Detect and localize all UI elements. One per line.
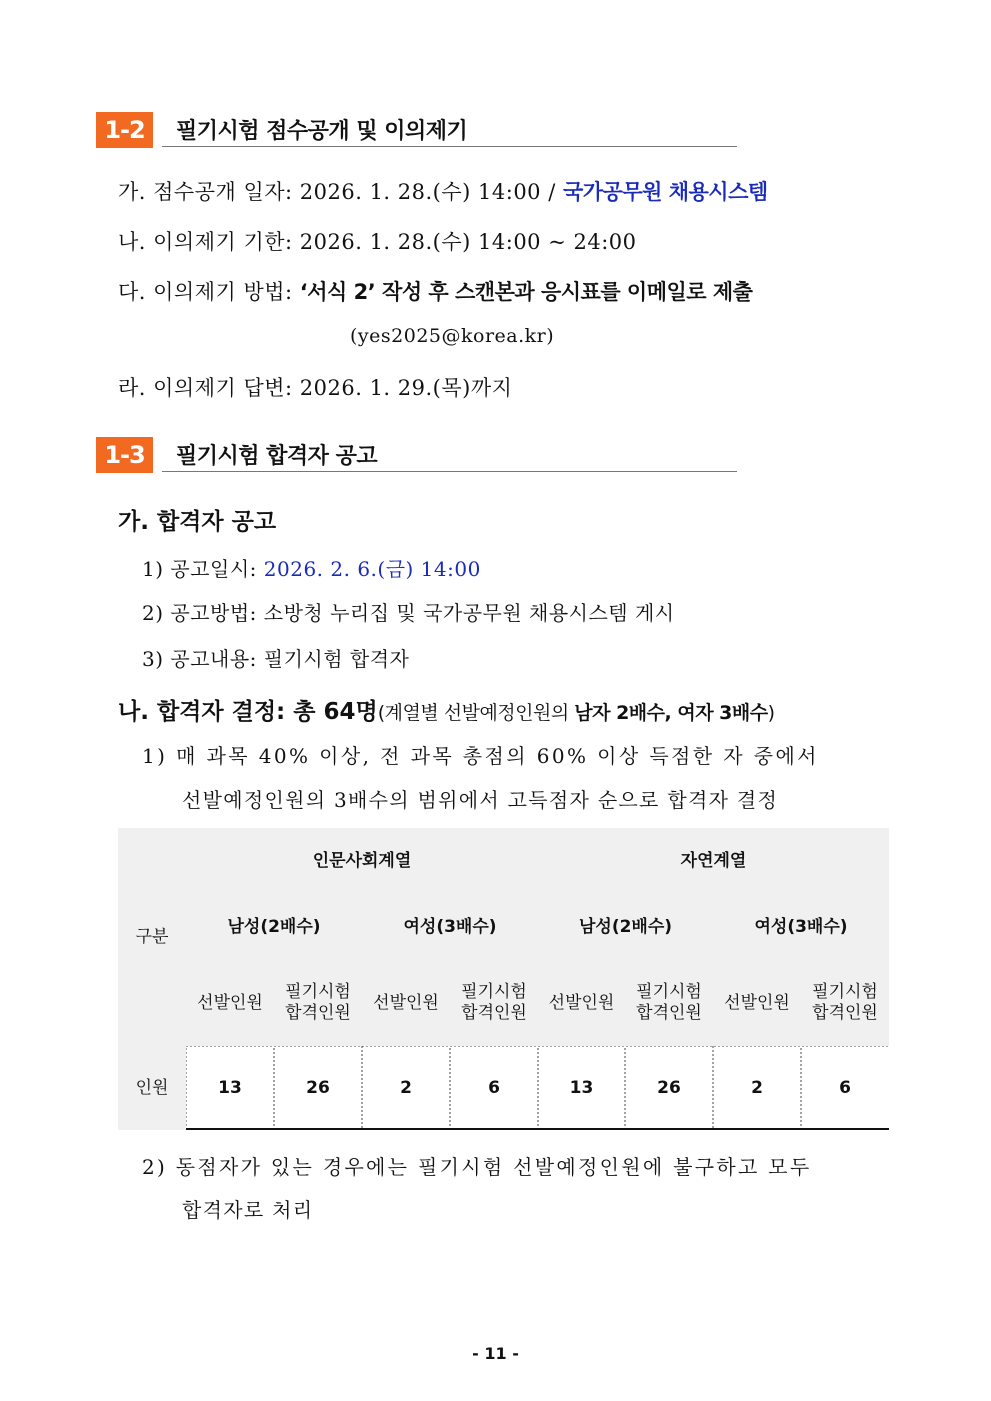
table-cell: 13 xyxy=(218,1077,242,1098)
row-label-count: 인원 xyxy=(118,1046,186,1130)
table-cell: 2 xyxy=(751,1077,763,1098)
announce-datetime-value: 2026. 2. 6.(금) 14:00 xyxy=(263,557,481,581)
table-corner-label: 구분 xyxy=(118,828,186,1046)
item-da-method: ‘서식 2’ 작성 후 스캔본과 응시표를 이메일로 제출 xyxy=(299,280,753,304)
section-number: 1-3 xyxy=(96,437,153,473)
table-cell: 26 xyxy=(306,1077,330,1098)
table-cell: 6 xyxy=(488,1077,500,1098)
item-da-text: 다. 이의제기 방법: xyxy=(118,280,300,304)
criteria-line-2: 선발예정인원의 3배수의 범위에서 고득점자 순으로 합격자 결정 xyxy=(182,788,779,812)
pass-decision-multiplier: 남자 2배수, 여자 3배수 xyxy=(574,702,768,724)
sub-header-passed: 필기시험 합격인원 xyxy=(274,960,362,1046)
announce-datetime-label: 1) 공고일시: xyxy=(142,557,264,581)
subsection-ga-heading: 가. 합격자 공고 xyxy=(118,509,277,535)
section-underline xyxy=(162,146,737,147)
tie-rule-line-2: 합격자로 처리 xyxy=(182,1198,314,1222)
announce-datetime xyxy=(142,553,481,582)
table-cell: 26 xyxy=(657,1077,681,1098)
section-title: 필기시험 합격자 공고 xyxy=(176,444,378,469)
item-na: 나. 이의제기 기한: 2026. 1. 28.(수) 14:00 ~ 24:00 xyxy=(118,230,637,254)
pass-count-table xyxy=(118,828,889,1130)
sub-header-selected: 선발인원 xyxy=(538,960,625,1046)
sub-header-passed: 필기시험 합격인원 xyxy=(625,960,713,1046)
section-underline xyxy=(162,471,737,472)
section-number: 1-2 xyxy=(96,112,153,148)
sub-header-passed: 필기시험 합격인원 xyxy=(450,960,538,1046)
gender-header: 남성(2배수) xyxy=(538,894,713,960)
table-cell: 6 xyxy=(839,1077,851,1098)
group-humanities: 인문사회계열 xyxy=(186,828,538,894)
item-ga xyxy=(118,176,768,206)
gender-header: 여성(3배수) xyxy=(362,894,538,960)
announce-content: 3) 공고내용: 필기시험 합격자 xyxy=(142,647,410,671)
gender-header: 남성(2배수) xyxy=(186,894,362,960)
gender-header: 여성(3배수) xyxy=(713,894,889,960)
announce-method: 2) 공고방법: 소방청 누리집 및 국가공무원 채용시스템 게시 xyxy=(142,601,675,625)
sub-header-passed: 필기시험 합격인원 xyxy=(801,960,889,1046)
pass-decision-note-close: ) xyxy=(767,702,775,724)
item-ga-text: 가. 점수공개 일자: 2026. 1. 28.(수) 14:00 / xyxy=(118,180,563,204)
item-ra: 라. 이의제기 답변: 2026. 1. 29.(목)까지 xyxy=(118,376,513,400)
sub-header-selected: 선발인원 xyxy=(186,960,274,1046)
objection-email: (yes2025@korea.kr) xyxy=(350,325,555,347)
recruitment-system-link: 국가공무원 채용시스템 xyxy=(562,180,768,204)
table-cell: 13 xyxy=(569,1077,594,1098)
sub-header-selected: 선발인원 xyxy=(362,960,450,1046)
section-title: 필기시험 점수공개 및 이의제기 xyxy=(176,119,468,144)
pass-decision-title: 나. 합격자 결정: 총 64명 xyxy=(118,699,378,725)
tie-rule-line-1: 2) 동점자가 있는 경우에는 필기시험 선발예정인원에 불구하고 모두 xyxy=(142,1155,812,1179)
page-number: - 11 - xyxy=(472,1344,519,1363)
pass-decision-note: (계열별 선발예정인원의 xyxy=(377,702,575,724)
group-science: 자연계열 xyxy=(538,828,889,894)
sub-header-selected: 선발인원 xyxy=(713,960,801,1046)
item-da xyxy=(118,276,752,306)
table-cell: 2 xyxy=(400,1077,412,1098)
subsection-na-heading xyxy=(118,693,775,726)
criteria-line-1: 1) 매 과목 40% 이상, 전 과목 총점의 60% 이상 득점한 자 중에서 xyxy=(142,744,819,768)
